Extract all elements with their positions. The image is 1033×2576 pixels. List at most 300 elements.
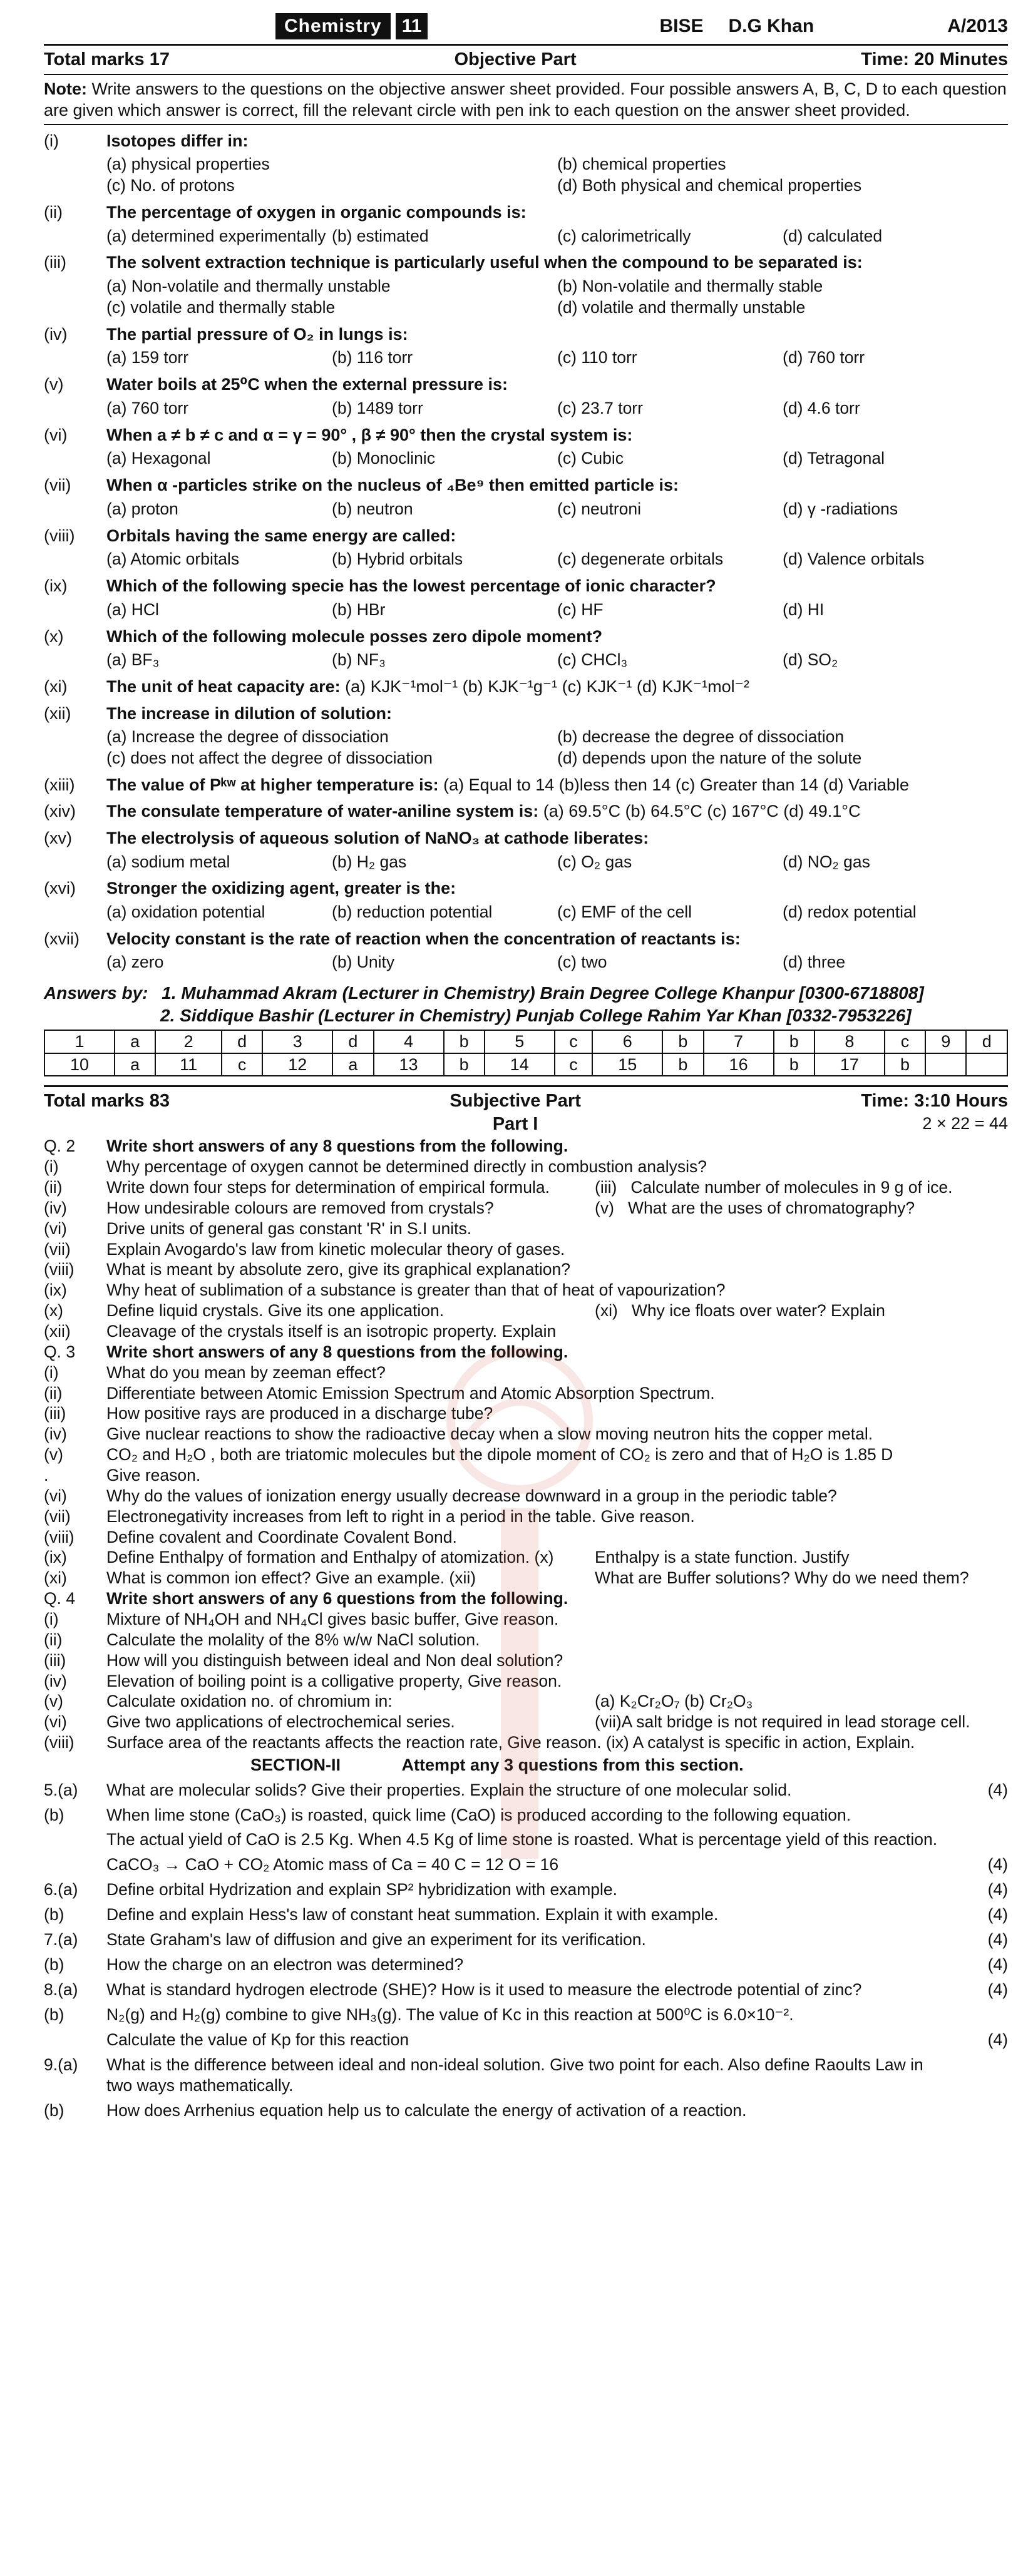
answer-option: (c) degenerate orbitals [557,549,724,569]
subjective-time: Time: 3:10 Hours [861,1091,1008,1112]
group-number: Q. 2 [44,1137,76,1156]
group-number: Q. 3 [44,1342,76,1361]
question-number: (iv) [44,324,68,344]
options-row [106,398,1008,419]
short-question [44,1403,1008,1424]
question-stem [106,525,1008,547]
question-number: (i) [44,131,59,150]
subjective-total-marks: Total marks 83 [44,1091,170,1112]
long-question-marks: (4) [987,1955,1008,1974]
sub-question-number: (ii) [44,1383,63,1403]
question-stem-text: The solvent extraction technique is particularly useful when the compound to be separated is: [106,253,863,272]
answer-option: (a) BF₃ [106,650,160,670]
long-question-marks: (4) [987,1905,1008,1924]
mcq-question [44,202,1008,247]
answer-option: (b) 1489 torr [332,398,423,417]
answer-option: (c) HF [557,600,604,619]
long-questions [44,1780,1008,2122]
mcq-question [44,928,1008,973]
long-question-text: When lime stone (CaO₃) is roasted, quick lime (CaO) is produced according to the following equation. [106,1805,851,1824]
sub-question-text [106,1568,1008,1588]
long-question [44,1854,1008,1876]
long-question-number: 8.(a) [44,1980,78,1999]
options-row [106,600,1008,621]
key-answer: b [662,1030,703,1053]
answer-key-row [44,1030,1007,1053]
question-stem [106,252,1008,273]
sub-question-number: (i) [44,1362,59,1382]
long-question-text: What is standard hydrogen electrode (SHE)? How is it used to measure the electrode potential of zinc? [106,1980,862,1999]
mcq-question [44,474,1008,519]
sub-question-text [106,1547,1008,1568]
options-row [106,852,1008,873]
answer-option: (b) chemical properties [557,155,726,174]
question-stem-text: The consulate temperature of water-aniline system is: [106,802,539,821]
question-stem-text: The unit of heat capacity are: [106,677,341,696]
answer-option: (b) HBr [332,600,386,619]
question-number: (xv) [44,828,72,847]
key-answer: c [222,1053,262,1076]
long-question-number: 7.(a) [44,1930,78,1950]
sub-question-number: (v) [44,1692,63,1711]
sub-question-text: CO₂ and H₂O , both are triatomic molecules but the dipole moment of CO₂ is zero and that of H₂O is 1.85 D [106,1445,893,1464]
section-two-title: SECTION-II [250,1756,341,1775]
paper-header [44,11,1008,41]
sub-question-number: (xi) [44,1568,67,1588]
answer-option: (a) physical properties [106,155,270,174]
short-question [44,1650,1008,1671]
sub-question-number: (iv) [44,1671,67,1690]
answer-option: (a) proton [106,499,178,518]
options-row [106,549,1008,570]
year-label: A/2013 [947,15,1008,36]
short-question [44,1383,1008,1404]
sub-question-part [595,1712,970,1732]
sub-question-number: (viii) [44,1260,75,1279]
question-number: (xiv) [44,802,76,821]
sub-question-number: (ix) [44,1280,67,1300]
answer-option: (b) reduction potential [332,902,493,921]
key-question-number: 7 [704,1030,774,1053]
answers-label: Answers by: [44,983,148,1003]
options-row [106,727,1008,769]
long-question-marks: (4) [987,1855,1008,1874]
sub-question-part [595,1177,952,1198]
options-row [106,347,1008,369]
short-question-group [44,1588,1008,1609]
key-answer: a [332,1053,373,1076]
short-question [44,1280,1008,1301]
answer-option: (c) does not affect the degree of dissociation [106,748,433,767]
key-question-number: 15 [592,1053,662,1076]
long-question-text: How does Arrhenius equation help us to calculate the energy of activation of a reaction. [106,2101,747,2120]
long-question [44,2005,1008,2026]
options-row [106,650,1008,671]
answer-option: (d) volatile and thermally unstable [557,297,806,317]
long-question-number: 9.(a) [44,2055,78,2074]
section-two-heading [250,1754,1008,1776]
short-question-group [44,1342,1008,1362]
inline-options: (a) KJK⁻¹mol⁻¹ (b) KJK⁻¹g⁻¹ (c) KJK⁻¹ (d) KJK⁻¹mol⁻² [345,677,749,696]
key-answer: a [115,1053,155,1076]
short-question [44,1527,1008,1548]
long-question [44,2100,1008,2122]
answer-option: (c) volatile and thermally stable [106,297,336,317]
sub-question-part: How undesirable colours are removed from crystals? [106,1198,494,1217]
question-number: (iii) [44,253,66,272]
sub-question-part: Write down four steps for determination of empirical formula. [106,1178,550,1197]
sub-question-number: (x) [44,1301,63,1321]
mcq-question [44,252,1008,318]
key-question-number: 12 [262,1053,332,1076]
sub-question-text [106,1177,1008,1198]
answer-option: (d) Valence orbitals [783,549,925,569]
answer-option: (b) Non-volatile and thermally stable [557,276,823,295]
inline-options: (a) 69.5°C (b) 64.5°C (c) 167°C (d) 49.1°C [543,802,861,821]
question-stem [106,676,1008,698]
answer-option: (a) Increase the degree of dissociation [106,727,389,747]
district-label: D.G Khan [728,15,815,36]
answer-option: (a) 760 torr [106,398,189,417]
long-question-number: 6.(a) [44,1880,78,1899]
long-question-marks: (4) [987,1930,1008,1950]
answers-line-1: 1. Muhammad Akram (Lecturer in Chemistry) Brain Degree College Khanpur [0300-6718808] [162,983,924,1003]
question-stem [106,703,1008,725]
answer-option: (b) decrease the degree of dissociation [557,727,845,747]
short-question [44,1301,1008,1321]
long-question-number: (b) [44,2005,64,2024]
long-question-text: CaCO₃ → CaO + CO₂ Atomic mass of Ca = 40 C = 12 O = 16 [106,1855,559,1874]
sub-question-part-text: Why ice floats over water? Explain [631,1301,885,1321]
key-answer: b [662,1053,703,1076]
sub-question-number: (iii) [44,1650,66,1670]
mcq-question [44,827,1008,872]
key-question-number: 11 [155,1053,222,1076]
options-row [106,226,1008,247]
answer-option: (b) Hybrid orbitals [332,549,463,569]
question-stem [106,202,1008,223]
question-stem [106,827,1008,849]
key-answer: d [966,1030,1007,1053]
sub-question-text [106,1301,1008,1321]
answer-option: (a) Non-volatile and thermally unstable [106,276,391,295]
key-question-number: 8 [815,1030,885,1053]
section-two-instruction: Attempt any 3 questions from this section. [401,1756,744,1775]
long-question [44,1879,1008,1901]
key-question-number: 16 [704,1053,774,1076]
long-question-number: (b) [44,1905,64,1924]
group-instruction: Write short answers of any 6 questions from the following. [106,1589,568,1608]
answer-option: (d) HI [783,600,825,619]
sub-question-part-text: (a) K₂Cr₂O₇ (b) Cr₂O₃ [595,1692,753,1711]
question-number: (v) [44,375,64,394]
question-stem-text: When α -particles strike on the nucleus of ₄Be⁹ then emitted particle is: [106,476,679,495]
short-question [44,1177,1008,1198]
key-answer [966,1053,1007,1076]
sub-question-number: (i) [44,1157,59,1177]
sub-question-part [595,1568,969,1588]
note-text: Write answers to the questions on the objective answer sheet provided. Four possible answers A, B, C, D to each question are given which answer is correct, fill the relevant circle with pen ink to each question on the answer sheet provided. [44,79,1007,120]
mcq-question [44,626,1008,671]
options-row [106,499,1008,520]
long-question [44,1780,1008,1801]
question-stem-text: Velocity constant is the rate of reaction when the concentration of reactants is: [106,929,741,948]
question-stem-text: Orbitals having the same energy are called: [106,526,456,545]
key-question-number: 2 [155,1030,222,1053]
long-question-number: (b) [44,1955,64,1974]
key-answer: d [222,1030,262,1053]
key-question-number: 3 [262,1030,332,1053]
subjective-header-bar [44,1085,1008,1136]
sub-question-text: Why do the values of ionization energy usually decrease downward in a group in the periodic table? [106,1486,837,1505]
long-question-text: Define orbital Hydrization and explain SP² hybridization with example. [106,1880,618,1899]
sub-question-part-text: (vii)A salt bridge is not required in lead storage cell. [595,1712,970,1732]
key-question-number: 13 [374,1053,444,1076]
key-answer: c [555,1053,593,1076]
question-stem-text: The partial pressure of O₂ in lungs is: [106,324,408,344]
long-question-text: Calculate the value of Kp for this reaction [106,2030,409,2049]
long-question-number [44,1829,106,1851]
sub-question-number: (xi) [595,1301,618,1321]
long-question-number: (b) [44,1805,64,1824]
question-stem [106,800,1008,822]
long-question-marks: (4) [987,1880,1008,1899]
answer-option: (a) Atomic orbitals [106,549,240,569]
sub-question-part: Calculate oxidation no. of chromium in: [106,1692,393,1711]
sub-question-part-text: What are Buffer solutions? Why do we need them? [595,1568,969,1588]
question-stem-text: Water boils at 25⁰C when the external pressure is: [106,375,508,394]
short-question [44,1547,1008,1568]
options-row [106,448,1008,469]
sub-question-text: Mixture of NH₄OH and NH₄Cl gives basic buffer, Give reason. [106,1610,559,1629]
long-question-text: How the charge on an electron was determined? [106,1955,464,1974]
sub-question-part-text: Enthalpy is a state function. Justify [595,1548,850,1567]
key-question-number: 14 [485,1053,555,1076]
key-answer: c [555,1030,593,1053]
long-question-text: What are molecular solids? Give their properties. Explain the structure of one molecular solid. [106,1780,792,1799]
key-answer: b [885,1053,925,1076]
question-number: (xi) [44,677,68,696]
sub-question-number: (vi) [44,1486,67,1505]
key-question-number: 4 [374,1030,444,1053]
answer-option: (c) 110 torr [557,348,637,367]
sub-question-text: Elevation of boiling point is a colligative property, Give reason. [106,1671,562,1690]
short-question [44,1465,1008,1486]
options-row [106,154,1008,197]
answer-key-table [44,1030,1008,1076]
question-number: (ii) [44,202,63,222]
group-instruction: Write short answers of any 8 questions from the following. [106,1342,568,1361]
question-stem-text: Isotopes differ in: [106,131,249,150]
sub-question-text: Why percentage of oxygen cannot be determined directly in combustion analysis? [106,1157,707,1177]
key-question-number: 17 [815,1053,885,1076]
answer-option: (d) Both physical and chemical properties [557,176,862,195]
sub-question-number: (ii) [44,1630,63,1649]
question-stem-text: Which of the following specie has the lowest percentage of ionic character? [106,576,716,596]
short-question [44,1732,1008,1753]
answer-option: (b) Monoclinic [332,449,435,468]
sub-question-number: (vi) [44,1219,67,1238]
long-question-marks: (4) [987,1980,1008,1999]
mcq-question [44,525,1008,570]
answer-option: (d) SO₂ [783,650,838,670]
answer-option: (a) Hexagonal [106,449,211,468]
long-question-number [44,2030,106,2051]
mcq-question [44,374,1008,419]
long-question-marks [952,2055,1008,2097]
class-label: 11 [396,13,428,39]
long-question-text: The actual yield of CaO is 2.5 Kg. When 4.5 Kg of lime stone is roasted. What is percentage yield of this reaction. [106,1830,938,1849]
sub-question-part: Define Enthalpy of formation and Enthalpy of atomization. (x) [106,1548,554,1567]
sub-question-part [595,1198,915,1219]
answer-option: (a) sodium metal [106,852,230,871]
question-stem [106,928,1008,950]
objective-time: Time: 20 Minutes [861,49,1008,69]
sub-question-text: How will you distinguish between ideal and Non deal solution? [106,1650,563,1670]
question-stem [106,130,1008,152]
sub-question-number: (iv) [44,1424,67,1444]
long-question-marks [952,1829,1008,1851]
sub-question-part-text: Calculate number of molecules in 9 g of ice. [630,1178,953,1197]
question-number: (viii) [44,526,75,545]
sub-question-text: What is meant by absolute zero, give its graphical explanation? [106,1260,570,1279]
mcq-question [44,877,1008,923]
sub-question-text: Explain Avogardo's law from kinetic molecular theory of gases. [106,1239,565,1259]
short-question [44,1259,1008,1280]
answer-option: (c) Cubic [557,449,624,468]
question-stem [106,575,1008,597]
sub-question-number: (iii) [595,1178,617,1197]
answer-option: (d) γ -radiations [783,499,898,518]
question-stem-text: When a ≠ b ≠ c and α = γ = 90° , β ≠ 90° then the crystal system is: [106,425,633,444]
answer-option: (d) three [783,953,846,972]
answer-option: (b) estimated [332,226,429,245]
sub-question-number: (i) [44,1610,59,1629]
note-label: Note: [44,79,87,99]
question-stem-text: The percentage of oxygen in organic compounds is: [106,202,527,222]
long-question [44,1929,1008,1951]
short-question [44,1219,1008,1239]
mcq-question [44,324,1008,369]
answer-option: (a) oxidation potential [106,902,265,921]
sub-question-number: (v) [44,1445,63,1464]
group-number: Q. 4 [44,1589,76,1608]
board-label: BISE [659,15,704,36]
short-question [44,1609,1008,1630]
question-number: (x) [44,626,64,646]
key-answer: b [774,1053,815,1076]
sub-question-number: (v) [595,1198,614,1217]
answer-option: (d) NO₂ gas [783,852,870,871]
answer-option: (d) calculated [783,226,883,245]
sub-question-number: (vii) [44,1239,71,1259]
answer-option: (d) Tetragonal [783,449,885,468]
sub-question-text: Why heat of sublimation of a substance is greater than that of heat of vapourization? [106,1280,726,1300]
answer-option: (c) O₂ gas [557,852,632,871]
key-answer: b [774,1030,815,1053]
short-questions [44,1136,1008,1753]
sub-question-number: (vii) [44,1506,71,1526]
question-stem-text: The electrolysis of aqueous solution of NaNO₃ at cathode liberates: [106,828,649,847]
sub-question-number: (vi) [44,1712,67,1732]
key-question-number: 9 [925,1030,966,1053]
sub-question-part [595,1691,753,1712]
answer-option: (c) CHCl₃ [557,650,628,670]
question-number: (xvi) [44,879,76,898]
long-question [44,1904,1008,1926]
sub-question-text: How positive rays are produced in a discharge tube? [106,1404,493,1423]
answer-option: (b) NF₃ [332,650,386,670]
objective-title: Objective Part [454,49,577,69]
sub-question-text: Calculate the molality of the 8% w/w NaCl solution. [106,1630,480,1649]
mcq-question [44,575,1008,620]
key-answer: a [115,1030,155,1053]
question-number: (xii) [44,703,71,723]
long-question-text: State Graham's law of diffusion and give an experiment for its verification. [106,1930,646,1950]
short-question [44,1712,1008,1732]
sub-question-number: (ii) [44,1178,63,1197]
key-answer: d [332,1030,373,1053]
sub-question-text: Differentiate between Atomic Emission Spectrum and Atomic Absorption Spectrum. [106,1383,715,1403]
key-question-number: 6 [592,1030,662,1053]
long-question [44,2055,1008,2097]
question-stem [106,374,1008,396]
short-question [44,1630,1008,1650]
sub-question-part-text: What are the uses of chromatography? [628,1198,915,1217]
mcq-question [44,130,1008,197]
long-question-marks [952,2100,1008,2122]
question-number: (vi) [44,425,68,444]
question-stem-text: Stronger the oxidizing agent, greater is the: [106,879,456,898]
long-question-number: 5.(a) [44,1780,78,1799]
answer-option: (b) 116 torr [332,348,413,367]
short-question [44,1198,1008,1219]
answer-option: (c) No. of protons [106,176,235,195]
key-question-number: 5 [485,1030,555,1053]
options-row [106,952,1008,973]
sub-question-text [106,1198,1008,1219]
subjective-title: Subjective Part [450,1091,581,1112]
long-question [44,1955,1008,1976]
answer-option: (a) 159 torr [106,348,189,367]
short-question-group [44,1136,1008,1157]
sub-question-text: Define covalent and Coordinate Covalent Bond. [106,1527,457,1546]
question-stem [106,877,1008,899]
mcq-question [44,703,1008,769]
answer-option: (c) two [557,953,607,972]
marks-formula: 2 × 22 = 44 [922,1114,1008,1133]
sub-question-number: (iv) [44,1198,67,1217]
question-stem [106,424,1008,446]
short-question [44,1157,1008,1177]
answer-option: (c) 23.7 torr [557,398,643,417]
sub-question-text: Give nuclear reactions to show the radioactive decay when a slow moving neutron hits the copper metal. [106,1424,873,1444]
sub-question-number: (xii) [44,1322,71,1341]
group-instruction: Write short answers of any 8 questions from the following. [106,1137,568,1156]
answer-option: (b) Unity [332,953,395,972]
objective-total-marks: Total marks 17 [44,49,170,69]
short-question [44,1486,1008,1506]
long-question [44,2030,1008,2051]
short-question [44,1362,1008,1383]
sub-question-part [595,1301,885,1321]
long-question [44,1805,1008,1826]
key-question-number [925,1053,966,1076]
sub-question-number: (ix) [44,1548,67,1567]
question-number: (ix) [44,576,68,596]
sub-question-text: Cleavage of the crystals itself is an isotropic property. Explain [106,1322,557,1341]
long-question-marks [952,2005,1008,2026]
